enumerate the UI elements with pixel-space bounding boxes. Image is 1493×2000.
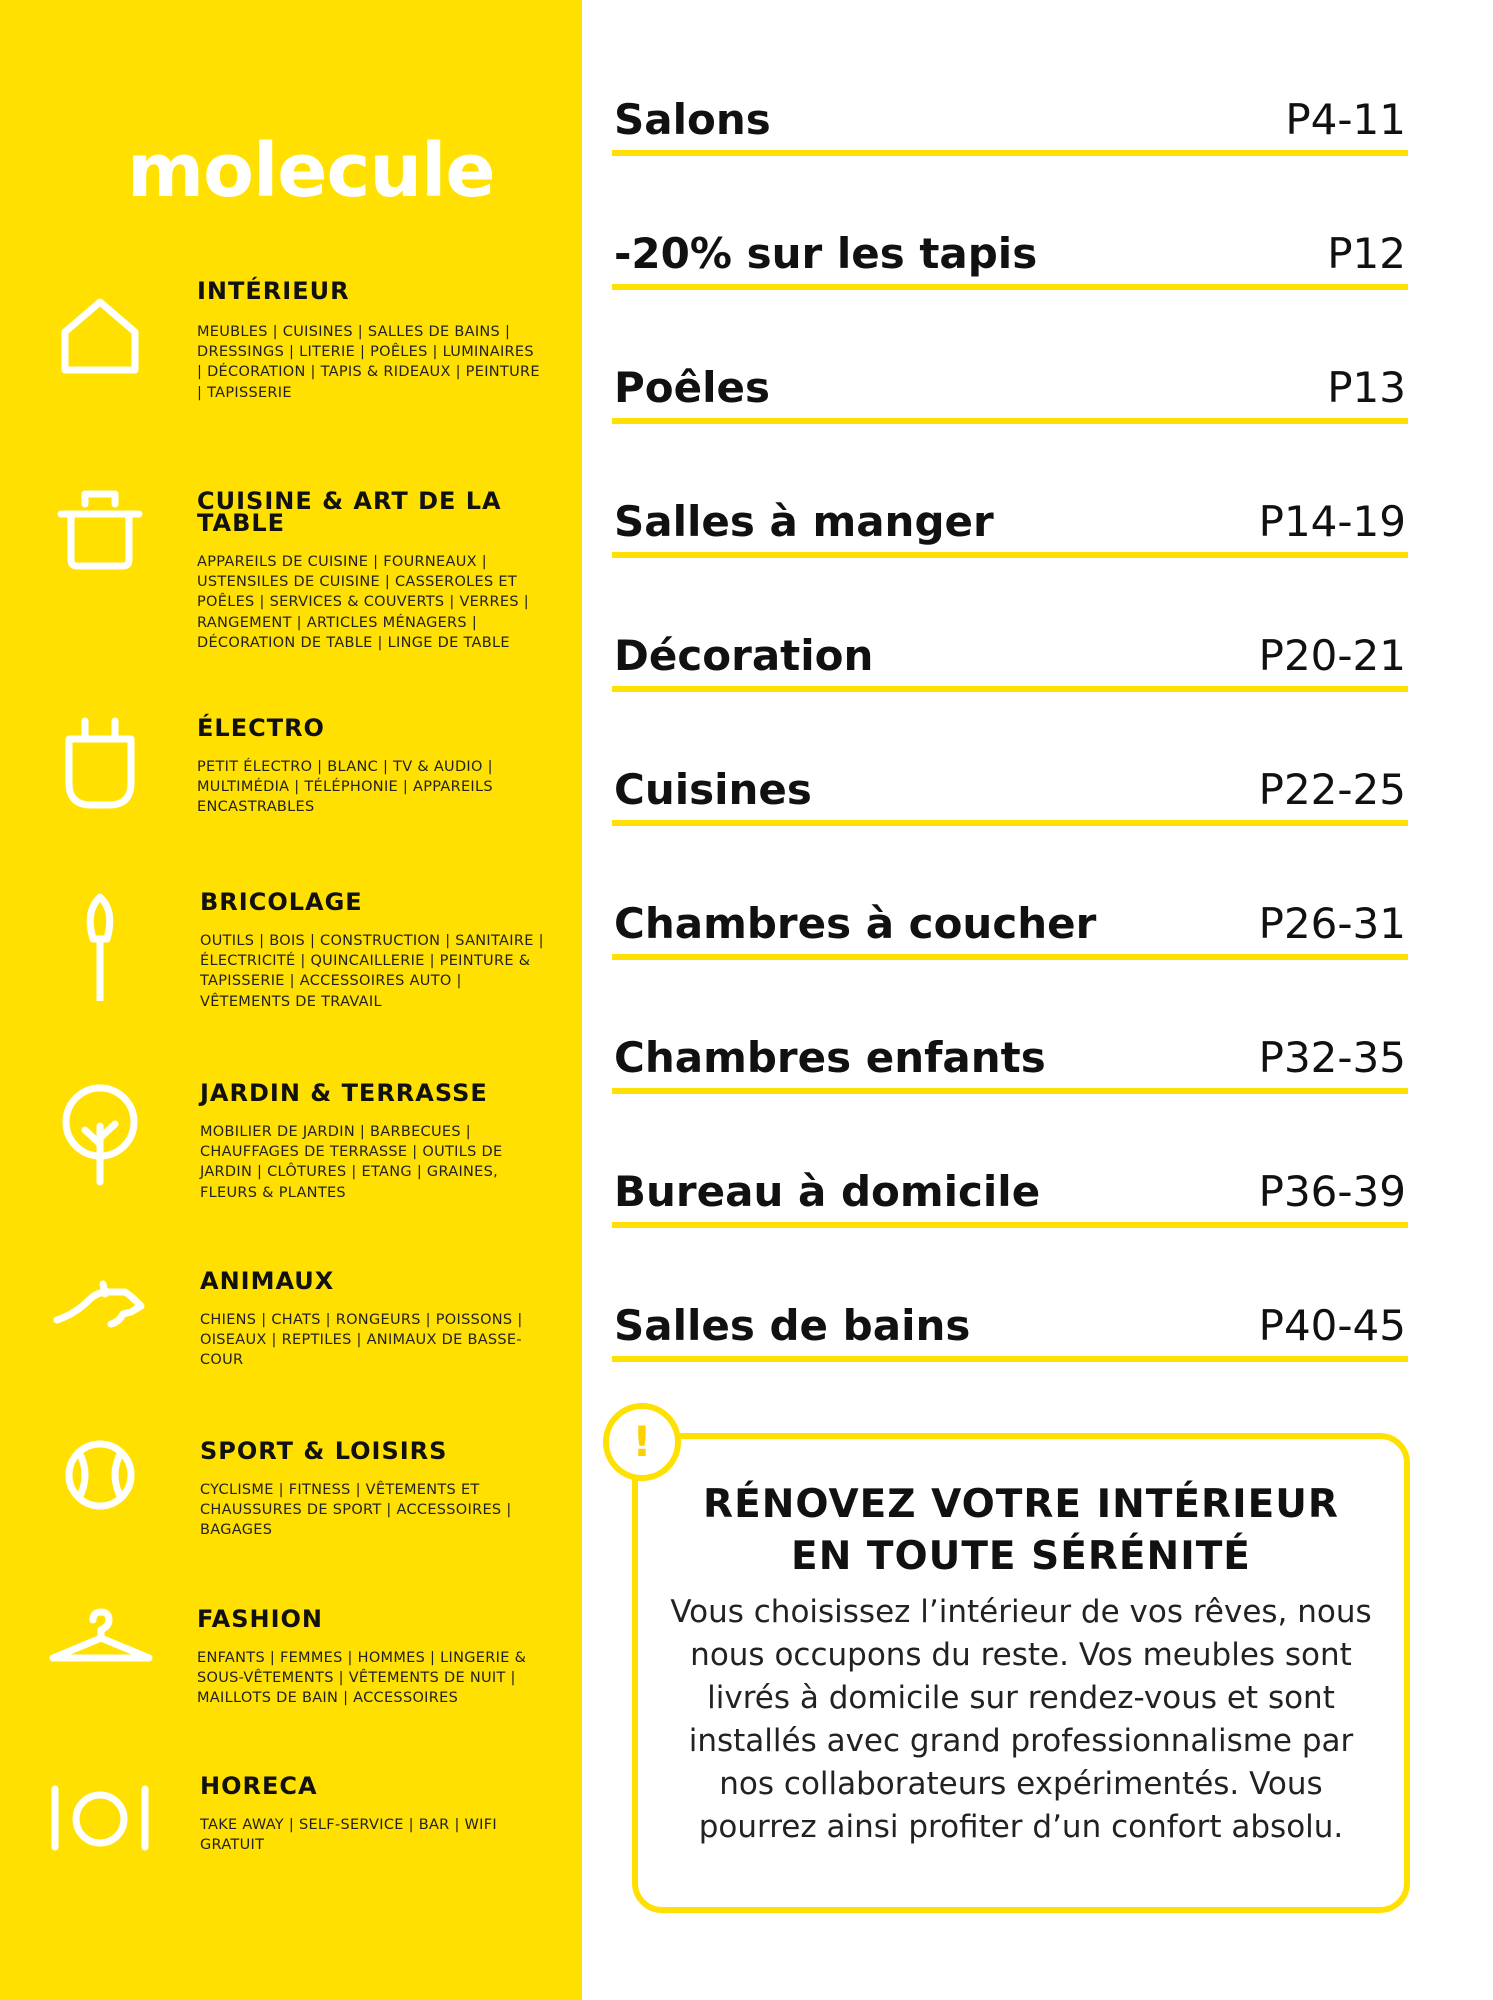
tennis-ball-icon	[45, 1440, 155, 1550]
toc-page-number: P12	[1327, 229, 1406, 278]
category-interieur[interactable]	[0, 277, 582, 430]
tree-icon	[45, 1082, 155, 1192]
toc-label: Salles de bains	[614, 1301, 971, 1350]
toc-label: Poêles	[614, 363, 771, 412]
category-description: TAKE AWAY | SELF-SERVICE | BAR | WIFI GRATUIT	[200, 1817, 497, 1854]
category-title: BRICOLAGE	[200, 888, 363, 916]
category-title: INTÉRIEUR	[197, 277, 350, 305]
category-description: MOBILIER DE JARDIN | BARBECUES | CHAUFFAGES DE TERRASSE | OUTILS DE JARDIN | CLÔTURES | ETANG | GRAINES, FLEURS & PLANTES	[200, 1124, 503, 1201]
toc-page-number: P40-45	[1258, 1301, 1406, 1350]
toc-label: Bureau à domicile	[614, 1167, 1041, 1216]
category-title: FASHION	[197, 1605, 324, 1633]
toc-row[interactable]	[612, 1162, 1408, 1228]
hanger-icon	[45, 1608, 155, 1718]
toc-label: Chambres à coucher	[614, 899, 1097, 948]
toc-page-number: P4-11	[1285, 95, 1406, 144]
category-title: JARDIN & TERRASSE	[200, 1079, 488, 1107]
category-title: CUISINE & ART DE LA TABLE	[197, 487, 502, 537]
toc-row[interactable]	[612, 358, 1408, 424]
cooking-pot-icon	[45, 490, 155, 600]
category-description: PETIT ÉLECTRO | BLANC | TV & AUDIO | MULTIMÉDIA | TÉLÉPHONIE | APPAREILS ENCASTRABLES	[197, 759, 493, 816]
category-sport-loisirs[interactable]	[0, 1437, 582, 1590]
toc-page-number: P14-19	[1258, 497, 1406, 546]
toc-label: Cuisines	[614, 765, 812, 814]
toc-label: Salons	[614, 95, 771, 144]
category-horeca[interactable]	[0, 1772, 582, 1925]
toc-row[interactable]	[612, 1296, 1408, 1362]
category-sidebar	[0, 0, 582, 2000]
category-description: CHIENS | CHATS | RONGEURS | POISSONS | OISEAUX | REPTILES | ANIMAUX DE BASSE-COUR	[200, 1312, 523, 1369]
toc-row[interactable]	[612, 760, 1408, 826]
callout-title-line: RÉNOVEZ VOTRE INTÉRIEUR	[703, 1482, 1339, 1527]
toc-page-number: P22-25	[1258, 765, 1406, 814]
dog-icon	[45, 1270, 155, 1380]
toc-page-number: P13	[1327, 363, 1406, 412]
brand-logo[interactable]: molecule	[127, 128, 495, 214]
screwdriver-icon	[45, 891, 155, 1001]
category-title: SPORT & LOISIRS	[200, 1437, 448, 1465]
toc-label: Décoration	[614, 631, 874, 680]
category-description: MEUBLES | CUISINES | SALLES DE BAINS | DRESSINGS | LITERIE | POÊLES | LUMINAIRES | DÉCORATION | TAPIS & RIDEAUX | PEINTURE | TAPISSERIE	[197, 324, 540, 401]
toc-row[interactable]	[612, 1028, 1408, 1094]
category-animaux[interactable]	[0, 1267, 582, 1420]
toc-row[interactable]	[612, 626, 1408, 692]
category-title: ANIMAUX	[200, 1267, 335, 1295]
toc-label: Chambres enfants	[614, 1033, 1046, 1082]
exclamation-icon: !	[603, 1403, 681, 1481]
category-title: HORECA	[200, 1772, 318, 1800]
category-electro[interactable]	[0, 714, 582, 867]
toc-page-number: P36-39	[1258, 1167, 1406, 1216]
category-cuisine[interactable]	[0, 487, 582, 651]
callout-title-line: EN TOUTE SÉRÉNITÉ	[791, 1534, 1251, 1579]
renovation-callout	[632, 1433, 1410, 1913]
toc-label: -20% sur les tapis	[614, 229, 1038, 278]
house-icon	[45, 280, 155, 390]
toc-row[interactable]	[612, 90, 1408, 156]
toc-page-number: P26-31	[1258, 899, 1406, 948]
toc-page-number: P20-21	[1258, 631, 1406, 680]
toc-row[interactable]	[612, 224, 1408, 290]
toc-label: Salles à manger	[614, 497, 994, 546]
plug-icon	[45, 717, 155, 827]
category-description: APPAREILS DE CUISINE | FOURNEAUX | USTENSILES DE CUISINE | CASSEROLES ET POÊLES | SERVICES & COUVERTS | VERRES | RANGEMENT | ARTICLES MÉNAGERS | DÉCORATION DE TABLE | LINGE DE TABLE	[197, 554, 529, 651]
callout-body: Vous choisissez l’intérieur de vos rêves, nous nous occupons du reste. Vos meubles sont livrés à domicile sur rendez-vous et sont installés avec grand professionnalisme par nos collaborateurs expérimentés. Vous pourrez ainsi profiter d’un confort absolu.	[670, 1594, 1372, 1845]
toc-row[interactable]	[612, 492, 1408, 558]
category-jardin[interactable]	[0, 1079, 582, 1232]
category-description: CYCLISME | FITNESS | VÊTEMENTS ET CHAUSSURES DE SPORT | ACCESSOIRES | BAGAGES	[200, 1482, 512, 1539]
category-bricolage[interactable]	[0, 888, 582, 1041]
category-title: ÉLECTRO	[197, 714, 325, 742]
category-fashion[interactable]	[0, 1605, 582, 1758]
toc-page-number: P32-35	[1258, 1033, 1406, 1082]
category-description: ENFANTS | FEMMES | HOMMES | LINGERIE & SOUS-VÊTEMENTS | VÊTEMENTS DE NUIT | MAILLOTS DE BAIN | ACCESSOIRES	[197, 1650, 527, 1707]
category-description: OUTILS | BOIS | CONSTRUCTION | SANITAIRE | ÉLECTRICITÉ | QUINCAILLERIE | PEINTURE & TAPISSERIE | ACCESSOIRES AUTO | VÊTEMENTS DE TRAVAIL	[200, 933, 544, 1010]
callout-title	[638, 1479, 1404, 1583]
plate-cutlery-icon	[45, 1775, 155, 1885]
toc-row[interactable]	[612, 894, 1408, 960]
